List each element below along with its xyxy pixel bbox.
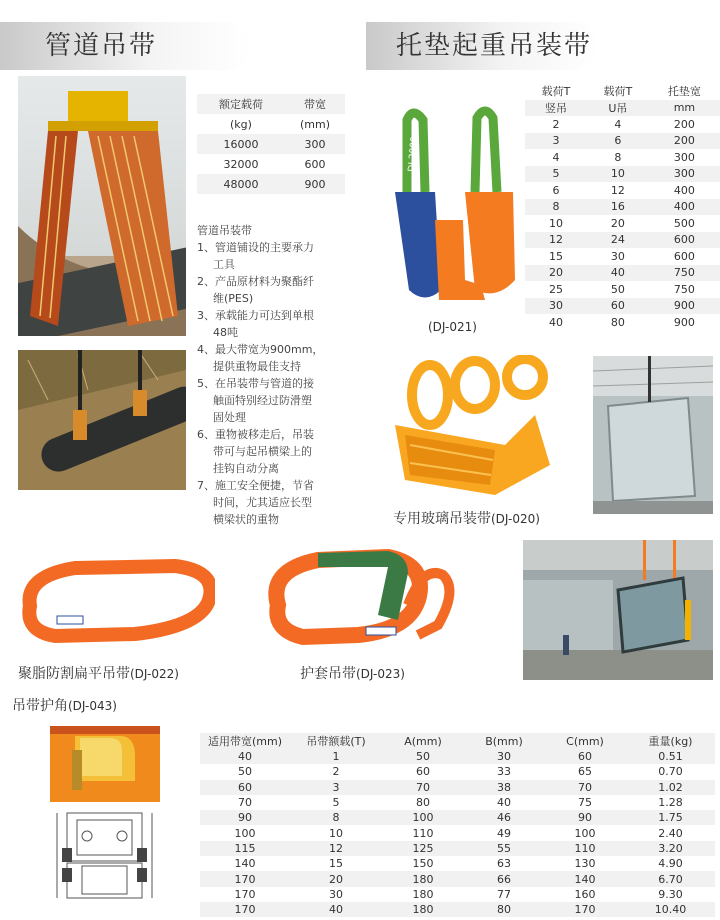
pipe-table-unit-mm: (mm) [299,117,330,131]
table-cell: 170 [234,887,256,901]
table-cell: 80 [464,902,544,917]
table-cell: 70 [382,780,464,795]
notes-line: 时间，尤其适应长型 [213,496,312,509]
table-cell: 20 [525,265,587,282]
table-cell: 66 [464,871,544,886]
corner-head-b: B(mm) [464,733,544,749]
table-cell: 90 [200,810,290,825]
notes-line: 触面特别经过防滑塑 [213,394,312,407]
corner-head-width: 适用带宽(mm) [200,733,290,749]
table-cell: 170 [200,902,290,917]
notes-line: 2、产品原材料为聚酯纤 [197,275,314,288]
dj020-code: (DJ-020) [491,512,540,526]
notes-line: 工具 [213,258,235,271]
table-cell: 48000 [197,174,285,194]
table-row [525,149,720,166]
table-cell: 10 [587,166,649,183]
table-cell: 20 [290,871,382,886]
dj021-sling-image [385,100,520,310]
table-cell: 77 [497,887,511,901]
table-cell: 900 [649,298,720,315]
notes-line: 7、施工安全便捷，节省 [197,479,314,492]
table-cell: 2 [332,765,340,779]
table-cell: 38 [464,780,544,795]
notes-line: 6、重物被移走后，吊装 [197,428,314,441]
dj022-code: (DJ-022) [130,667,179,681]
glass-warehouse-photo [593,356,713,514]
table-row [525,314,720,331]
dj022-caption [18,663,179,683]
table-cell: 170 [200,871,290,886]
sling-print-text: DJ-2000 [406,136,421,173]
table-cell: 9.30 [658,887,683,901]
table-cell: 2 [552,117,560,131]
table-cell: 4 [614,117,622,131]
table-cell: 12 [290,841,382,856]
tray-sub-vertical: 竖吊 [525,100,587,117]
table-row [200,902,715,917]
notes-title: 管道吊装带 [197,224,252,237]
table-row [525,265,720,282]
glass-lifting-photo [523,540,713,680]
dj043-caption [12,695,117,715]
table-cell: 100 [382,810,464,825]
table-cell: 3 [290,780,382,795]
tray-head-width: 托垫宽 [667,85,701,99]
notes-line: 提供重物最佳支持 [213,360,301,373]
table-cell: 70 [238,796,252,810]
table-cell: 3.20 [626,841,715,856]
table-cell: 400 [673,183,695,197]
notes-line: 维(PES) [213,292,254,305]
table-cell: 40 [587,265,649,282]
table-row [525,298,720,315]
tray-head-u: 载荷T [603,85,633,99]
table-cell: 300 [673,150,695,164]
table-row [200,795,715,810]
table-cell: 40 [548,315,563,329]
table-cell: 6 [587,133,649,150]
dj023-code: (DJ-023) [356,667,405,681]
section-title-pipe-sling: 管道吊带 [0,22,250,70]
table-row [525,199,720,216]
dj020-name: 专用玻璃吊装带 [393,511,491,527]
pipe-sling-notes [197,222,347,528]
dj022-flat-sling-image [15,556,215,646]
table-cell: 1.02 [626,780,715,795]
dj043-code: (DJ-043) [68,699,117,713]
table-cell: 115 [200,841,290,856]
table-cell: 40 [290,902,382,917]
table-cell: 750 [649,265,720,282]
table-cell: 32000 [223,157,259,171]
table-cell: 60 [200,780,290,795]
table-cell: 8 [525,199,587,216]
table-cell: 160 [574,887,596,901]
table-row [525,116,720,133]
table-cell: 130 [574,857,596,871]
table-cell: 1.28 [658,796,683,810]
table-cell: 3 [525,133,587,150]
table-cell: 16000 [197,134,285,154]
table-cell: 170 [544,902,626,917]
table-cell: 24 [587,232,649,249]
table-row [525,248,720,265]
table-cell: 5 [525,166,587,183]
table-cell: 180 [382,902,464,917]
table-cell: 15 [329,857,343,871]
corner-head-load: 吊带额载(T) [290,733,382,749]
table-cell: 8 [290,810,382,825]
table-cell: 60 [416,765,430,779]
notes-line: 4、最大带宽为900mm， [197,343,324,356]
table-cell: 150 [412,857,434,871]
table-cell: 750 [673,282,695,296]
corner-protector-table [200,733,715,917]
notes-line: 1、管道铺设的主要承力 [197,241,314,254]
table-row [200,841,715,856]
table-cell: 6 [552,183,560,197]
trench-photo [18,350,186,490]
table-cell: 90 [544,810,626,825]
table-cell: 60 [544,749,626,764]
table-cell: 2.40 [658,826,683,840]
tray-sub-mm: mm [649,100,720,117]
table-cell: 100 [234,826,256,840]
dj020-glass-sling-image [385,355,555,500]
table-cell: 80 [610,315,625,329]
table-cell: 500 [673,216,695,230]
table-cell: 0.70 [658,765,683,779]
table-row [200,780,715,795]
table-cell: 30 [525,298,587,315]
table-cell: 10 [548,216,563,230]
table-cell: 600 [304,157,326,171]
table-cell: 10.40 [626,902,715,917]
section-title-tray-sling: 托垫起重吊装带 [366,22,598,70]
table-cell: 30 [464,749,544,764]
table-cell: 900 [673,315,695,329]
notes-line: 固处理 [213,411,246,424]
table-cell: 10 [329,826,343,840]
table-row [200,856,715,871]
dj020-caption [393,508,540,528]
table-cell: 100 [574,826,596,840]
table-cell: 63 [497,857,511,871]
table-cell: 180 [412,887,434,901]
table-cell: 4 [552,150,560,164]
table-cell: 49 [497,826,511,840]
table-row [200,887,715,902]
table-cell: 60 [587,298,649,315]
pipe-lift-photo [18,76,186,336]
table-cell: 70 [544,780,626,795]
notes-line: 3、承载能力可达到单根 [197,309,314,322]
notes-line: 挂钩自动分离 [213,462,279,475]
table-cell: 12 [610,183,625,197]
table-row [525,281,720,298]
pipe-table-head-load: 额定载荷 [197,94,285,114]
table-cell: 300 [285,134,345,154]
table-row [200,825,715,840]
table-cell: 110 [412,826,434,840]
table-cell: 50 [238,765,252,779]
table-row [200,871,715,886]
table-cell: 4.90 [658,857,683,871]
table-cell: 180 [382,871,464,886]
dj023-caption [300,663,405,683]
pipe-sling-table [197,94,345,194]
table-row [525,166,720,183]
table-cell: 300 [649,166,720,183]
table-cell: 40 [497,796,511,810]
table-cell: 15 [548,249,563,263]
table-cell: 8 [614,150,622,164]
table-cell: 110 [544,841,626,856]
table-row [525,232,720,249]
table-cell: 20 [610,216,625,230]
corner-head-c: C(mm) [544,733,626,749]
notes-line: 横梁状的重物 [213,513,279,526]
table-cell: 5 [332,796,340,810]
table-cell: 900 [285,174,345,194]
table-cell: 0.51 [626,749,715,764]
dj022-name: 聚脂防割扁平吊带 [18,666,130,682]
table-cell: 600 [649,232,720,249]
table-cell: 1 [290,749,382,764]
tray-sling-table [525,83,720,331]
table-cell: 40 [200,749,290,764]
table-cell: 400 [649,199,720,216]
tray-sub-u: U吊 [587,100,649,117]
corner-head-a: A(mm) [382,733,464,749]
table-cell: 600 [673,249,695,263]
pipe-table-unit-kg: (kg) [230,117,252,131]
dj021-caption: (DJ-021) [428,320,477,334]
table-row [525,182,720,199]
table-cell: 30 [329,887,343,901]
table-cell: 50 [382,749,464,764]
table-cell: 140 [234,857,256,871]
table-cell: 30 [610,249,625,263]
table-cell: 55 [464,841,544,856]
table-cell: 6.70 [626,871,715,886]
table-cell: 125 [382,841,464,856]
table-cell: 1.75 [626,810,715,825]
dj023-sleeve-sling-image [258,545,458,650]
corner-head-weight: 重量(kg) [626,733,715,749]
table-cell: 12 [525,232,587,249]
table-row [525,133,720,150]
table-row [200,749,715,764]
table-cell: 200 [673,117,695,131]
table-cell: 33 [497,765,511,779]
table-cell: 50 [610,282,625,296]
notes-line: 5、在吊装带与管道的接 [197,377,314,390]
table-cell: 80 [416,796,430,810]
table-row [525,215,720,232]
dj043-name: 吊带护角 [12,698,68,714]
table-cell: 200 [649,133,720,150]
notes-line: 48吨 [213,326,238,339]
table-cell: 16 [587,199,649,216]
tray-head-vertical: 载荷T [541,85,571,99]
notes-line: 带可与起吊横梁上的 [213,445,312,458]
table-cell: 25 [548,282,563,296]
table-row [200,764,715,779]
table-cell: 140 [544,871,626,886]
dj023-name: 护套吊带 [300,666,356,682]
table-cell: 46 [464,810,544,825]
table-cell: 65 [578,765,592,779]
table-row [200,810,715,825]
table-cell: 75 [578,796,592,810]
pipe-table-head-width: 带宽 [285,94,345,114]
corner-protector-image [50,726,160,802]
corner-protector-drawing [42,808,172,908]
